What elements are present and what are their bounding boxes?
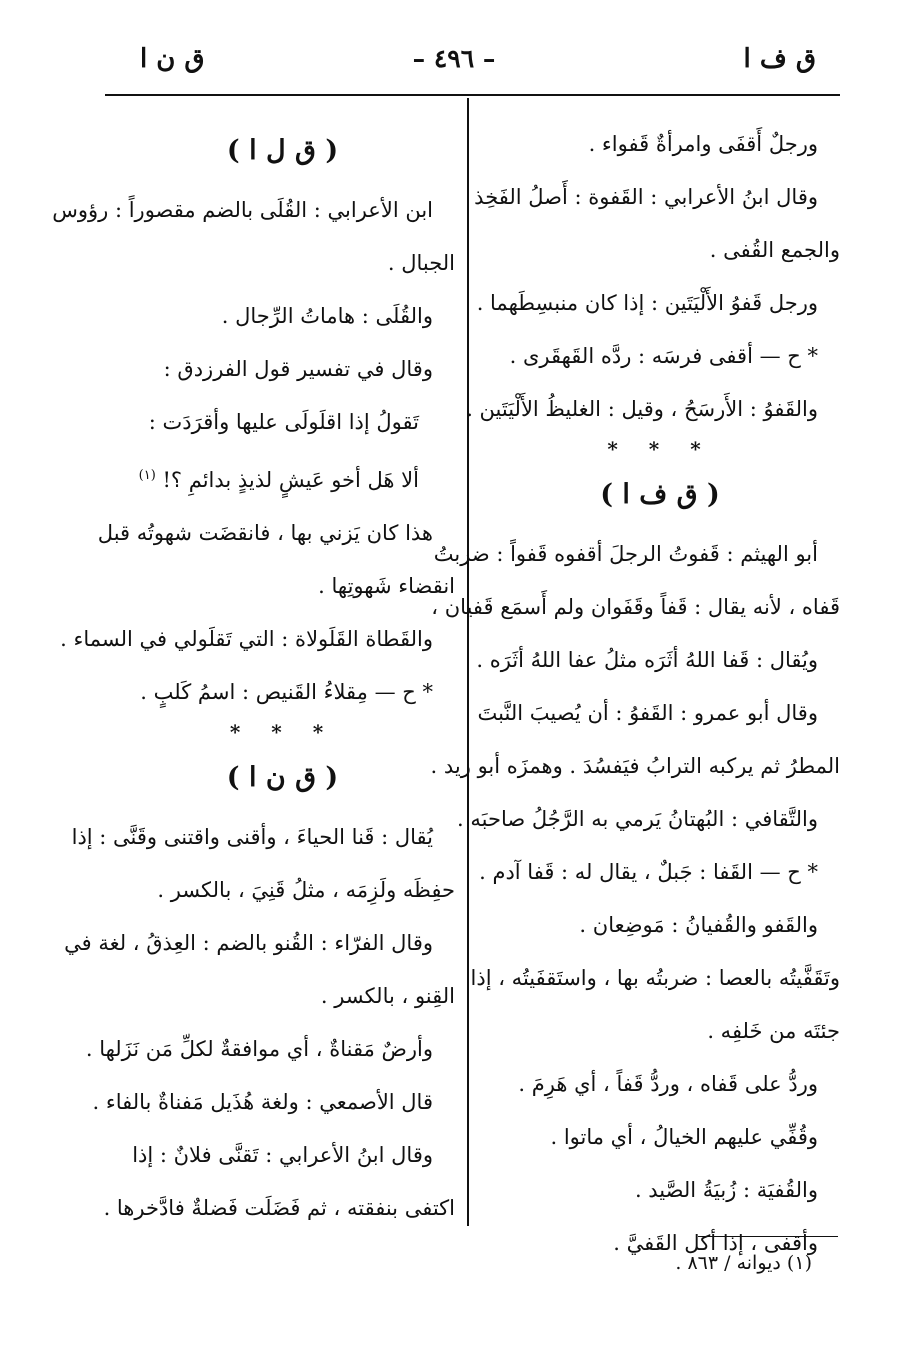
text-line: والتَّقافي : البُهتانُ يَرمي به الرَّجُلُ صاحبَه . (457, 807, 818, 831)
text-line: وأرضٌ مَقناةٌ ، أي موافقةٌ لكلِّ مَن نَزَلها . (85, 1037, 433, 1061)
text-line: القِنو ، بالكسر . (320, 984, 455, 1008)
header-rule (105, 94, 840, 96)
footnote-marker: (١) (138, 468, 156, 483)
section-qna-lines (64, 811, 455, 1235)
verse-line-1: تَقولُ إذا اقلَولَى عليها وأقرَدَت : (148, 410, 419, 434)
text-line: قال الأصمعي : ولغة هُذَيل مَفناةٌ بالفاء . (92, 1090, 433, 1114)
text-line: حفِظَه ولَزِمَه ، مثلُ قَنِيَ ، بالكسر . (157, 878, 455, 902)
text-line: * ح — أقفى فرسَه : ردَّه القَهقَرى . (509, 344, 818, 368)
text-line: ابن الأعرابي : القُلَى بالضم مقصوراً : رؤوس (52, 198, 433, 222)
text-line: وردُّ على قَفاه ، وردُّ قَفاً ، أي هَرِمَ . (518, 1072, 818, 1096)
section-title-qla: ( ق ل ا ) (226, 135, 339, 166)
text-line: وقال ابنُ الأعرابي : تَقنَّى فلانٌ : إذا (132, 1143, 433, 1167)
text-line: جئتَه من خَلفِه . (707, 1019, 840, 1043)
verse-line-2 (110, 449, 455, 507)
section-qla-lines-continued (60, 507, 455, 719)
text-line: والقَفوُ : الأَرسَحُ ، وقيل : الغليظُ الأَلْيَتَين . (466, 397, 818, 421)
column-divider (467, 98, 469, 1226)
text-line: * ح — القَفا : جَبلٌ ، يقال له : قَفا آدم . (479, 860, 818, 884)
page-number: – ٤٩٦ – (412, 44, 496, 73)
section-qla-lines (52, 184, 455, 396)
section-qfa-lines (430, 528, 840, 1270)
text-line: وتَقَفَّيتُه بالعصا : ضربتُه بها ، واستَقفَيتُه ، إذا (470, 966, 840, 990)
text-line: ورجلٌ أَقفَى وامرأةٌ قَفواء . (588, 132, 818, 156)
text-line: والقَطاة القَلَولاة : التي تَقلَولي في السماء . (60, 627, 433, 651)
text-line: والقُفيَة : زُبيَةُ الصَّيد . (634, 1178, 818, 1202)
footnote: (١) ديوانه / ٨٦٣ . (675, 1252, 812, 1274)
text-line: ويُقال : قَفا اللهُ أثَرَه مثلُ عفا اللهُ أثَرَه . (476, 648, 818, 672)
text-line: وقال في تفسير قول الفرزدق : (163, 357, 433, 381)
section-title-qfa: ( ق ف ا ) (600, 479, 720, 510)
header-root-left: ق ن ا (140, 44, 205, 74)
verse-line-2-text: ألا هَل أخو عَيشٍ لذيذٍ بدائمِ ؟! (162, 468, 419, 492)
text-line: والقَفو والقُفيانُ : مَوضِعان . (579, 913, 818, 937)
footnote-rule (698, 1236, 838, 1237)
header-root-right: ق ف ا (743, 44, 816, 74)
section-title-qna: ( ق ن ا ) (226, 762, 339, 793)
left-column (52, 118, 455, 1235)
right-column-lines (466, 118, 840, 436)
section-separator: * * * (607, 437, 713, 461)
text-line: أبو الهيثم : قَفوتُ الرجلَ أقفوه قَفواً : ضربتُ (433, 542, 818, 566)
text-line: يُقال : قَنا الحياءَ ، وأقنى واقتنى وقَنَّى : إذا (71, 825, 433, 849)
text-line: * ح — مِقلاءُ القَنيص : اسمُ كَلبٍ . (140, 680, 433, 704)
text-line: وقال الفرّاء : القُنو بالضم : العِذقُ ، لغة في (64, 931, 433, 955)
text-line: وقال أبو عمرو : القَفوُ : أن يُصيبَ النَّبتَ (477, 701, 818, 725)
text-line: وقال ابنُ الأعرابي : القَفوة : أَصلُ الفَخِذ (474, 185, 818, 209)
text-line: الجبال . (387, 251, 455, 275)
text-line: والجمع القُفى . (709, 238, 840, 262)
text-line: هذا كان يَزني بها ، فانقضَت شهوتُه قبل (97, 521, 433, 545)
text-line: والقُلَى : هاماتُ الرِّجال . (221, 304, 433, 328)
text-line: المطرُ ثم يركبه الترابُ فيَفسُدَ . وهمزَه أبو زيد . (430, 754, 840, 778)
text-line: اكتفى بنفقته ، ثم فَضَلَت فَضلةٌ فادَّخرها . (103, 1196, 455, 1220)
text-line: وأقفى ، إذا أكل القَفيَّ . (613, 1231, 818, 1255)
section-separator-left: * * * (229, 720, 336, 744)
right-column (430, 118, 840, 1270)
text-line: ورجل قَفوُ الأَلْيَتَين : إذا كان منبسِطَهما . (476, 291, 818, 315)
text-line: قَفاه ، لأنه يقال : قَفاً وقَفَوان ولم أَسمَع قَفيان ، (431, 595, 840, 619)
text-line: انقضاء شَهوتِها . (318, 574, 455, 598)
text-line: وقُفِّي عليهم الخيالُ ، أي ماتوا . (550, 1125, 818, 1149)
